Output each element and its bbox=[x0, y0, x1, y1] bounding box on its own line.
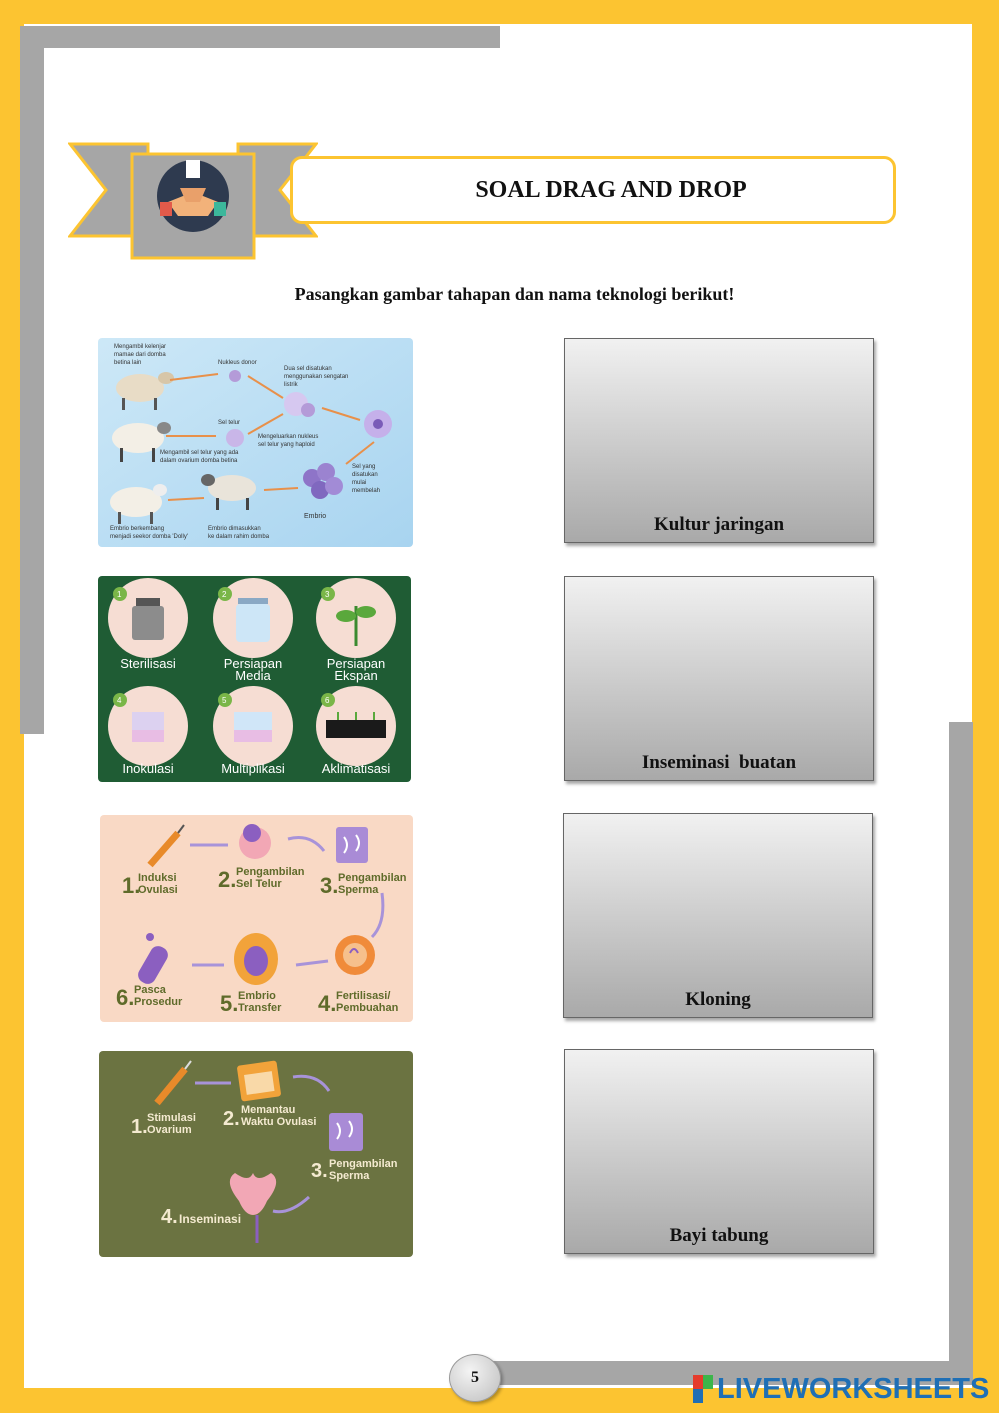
inoculation-container-icon bbox=[108, 686, 188, 766]
svg-text:Ovulasi: Ovulasi bbox=[138, 884, 178, 896]
svg-text:Sel telur: Sel telur bbox=[218, 420, 241, 426]
frame-bar-right bbox=[949, 722, 973, 1362]
svg-text:Ekspan: Ekspan bbox=[334, 668, 378, 683]
sperm-cup-icon bbox=[336, 827, 368, 863]
svg-text:Aklimatisasi: Aklimatisasi bbox=[321, 761, 391, 776]
svg-text:1.: 1. bbox=[122, 873, 141, 898]
svg-text:Embrio berkembang: Embrio berkembang bbox=[110, 526, 165, 532]
svg-text:Prosedur: Prosedur bbox=[134, 996, 183, 1008]
cloning-diagram-image[interactable] bbox=[98, 338, 413, 547]
svg-text:1: 1 bbox=[117, 590, 122, 599]
svg-text:Fertilisasi/: Fertilisasi/ bbox=[336, 990, 391, 1002]
svg-text:Waktu Ovulasi: Waktu Ovulasi bbox=[241, 1116, 317, 1128]
svg-text:Mengambil kelenjar: Mengambil kelenjar bbox=[114, 344, 167, 350]
drop-zone-label: Bayi tabung bbox=[669, 1225, 769, 1246]
svg-text:3: 3 bbox=[325, 590, 330, 599]
svg-text:Ovarium: Ovarium bbox=[147, 1124, 192, 1136]
svg-text:Sterilisasi: Sterilisasi bbox=[120, 656, 176, 671]
frame-bar-top bbox=[20, 26, 500, 48]
svg-text:Memantau: Memantau bbox=[241, 1104, 296, 1116]
drop-zone-2[interactable] bbox=[564, 576, 874, 781]
drop-zone-4[interactable] bbox=[564, 1049, 874, 1254]
svg-text:Media: Media bbox=[235, 668, 271, 683]
svg-text:Persiapan: Persiapan bbox=[326, 656, 386, 671]
svg-text:Pengambilan: Pengambilan bbox=[236, 866, 305, 878]
svg-text:3.: 3. bbox=[320, 873, 339, 898]
svg-text:menjadi seekor domba 'Dolly': menjadi seekor domba 'Dolly' bbox=[110, 534, 188, 540]
instruction-text: Pasangkan gambar tahapan dan nama teknologi berikut! bbox=[294, 284, 735, 304]
svg-text:1.: 1. bbox=[131, 1116, 148, 1138]
svg-text:betina lain: betina lain bbox=[114, 360, 142, 366]
svg-text:ke dalam rahim domba: ke dalam rahim domba bbox=[208, 534, 270, 540]
drop-zone-label: Kloning bbox=[685, 989, 751, 1010]
embryo-transfer-icon bbox=[234, 933, 278, 985]
svg-text:disatukan: disatukan bbox=[352, 472, 378, 478]
svg-text:6.: 6. bbox=[116, 985, 135, 1010]
svg-text:Inseminasi: Inseminasi bbox=[179, 1212, 242, 1226]
svg-text:menggunakan sengatan: menggunakan sengatan bbox=[284, 374, 349, 380]
svg-text:Embrio: Embrio bbox=[304, 513, 327, 520]
svg-text:Nukleus donor: Nukleus donor bbox=[218, 360, 257, 366]
svg-text:2.: 2. bbox=[218, 867, 237, 892]
multiplication-container-icon bbox=[213, 686, 293, 766]
calendar-icon bbox=[237, 1060, 282, 1101]
svg-text:Embrio: Embrio bbox=[238, 990, 276, 1002]
svg-text:Pengambilan: Pengambilan bbox=[329, 1158, 398, 1170]
svg-text:6: 6 bbox=[325, 696, 330, 705]
svg-text:dalam ovarium domba betina: dalam ovarium domba betina bbox=[160, 458, 238, 464]
drop-zone-label: Inseminasi buatan bbox=[641, 752, 797, 773]
fertilization-icon bbox=[335, 935, 375, 975]
svg-text:2: 2 bbox=[222, 590, 227, 599]
teamwork-hands-icon bbox=[157, 160, 229, 232]
svg-text:Sperma: Sperma bbox=[329, 1170, 370, 1182]
liveworksheets-badge-icon bbox=[693, 1375, 713, 1403]
svg-text:Inokulasi: Inokulasi bbox=[122, 761, 174, 776]
brand-text: LIVEWORKSHEETS bbox=[717, 1372, 990, 1405]
svg-text:membelah: membelah bbox=[352, 488, 381, 494]
svg-text:Transfer: Transfer bbox=[238, 1002, 282, 1014]
drop-zone-1[interactable] bbox=[564, 338, 874, 543]
svg-text:5: 5 bbox=[222, 696, 227, 705]
acclimatization-tray-icon bbox=[316, 686, 396, 766]
svg-text:Stimulasi: Stimulasi bbox=[147, 1112, 196, 1124]
sterilization-autoclave-icon bbox=[108, 578, 188, 658]
frame-bar-left bbox=[20, 26, 44, 734]
svg-text:2.: 2. bbox=[223, 1108, 240, 1130]
svg-text:Embrio dimasukkan: Embrio dimasukkan bbox=[208, 526, 261, 532]
svg-text:Pengambilan: Pengambilan bbox=[338, 872, 407, 884]
svg-text:5.: 5. bbox=[220, 991, 239, 1016]
svg-text:mulai: mulai bbox=[352, 480, 367, 486]
svg-text:3.: 3. bbox=[311, 1160, 328, 1182]
drop-zone-3[interactable] bbox=[563, 813, 873, 1018]
svg-text:Sel yang: Sel yang bbox=[352, 464, 376, 470]
ivf-process-image[interactable] bbox=[100, 815, 413, 1022]
liveworksheets-logo bbox=[693, 1371, 989, 1407]
svg-text:Persiapan: Persiapan bbox=[223, 656, 283, 671]
header-ribbon bbox=[68, 140, 318, 264]
svg-text:sel telur yang haploid: sel telur yang haploid bbox=[258, 442, 315, 448]
svg-text:Sperma: Sperma bbox=[338, 884, 379, 896]
svg-text:listrik: listrik bbox=[284, 382, 298, 388]
page-number: 5 bbox=[449, 1354, 501, 1402]
media-jar-icon bbox=[213, 578, 293, 658]
svg-text:Sel Telur: Sel Telur bbox=[236, 878, 282, 890]
svg-text:Pasca: Pasca bbox=[134, 984, 166, 996]
svg-text:4: 4 bbox=[117, 696, 122, 705]
svg-text:Pembuahan: Pembuahan bbox=[336, 1002, 399, 1014]
page-title: SOAL DRAG AND DROP bbox=[475, 176, 747, 203]
tissue-culture-image[interactable] bbox=[98, 576, 411, 782]
insemination-process-image[interactable] bbox=[99, 1051, 413, 1257]
drop-zone-label: Kultur jaringan bbox=[653, 514, 785, 535]
svg-text:Induksi: Induksi bbox=[138, 872, 177, 884]
svg-text:mamae dari domba: mamae dari domba bbox=[114, 352, 166, 358]
svg-text:4.: 4. bbox=[318, 991, 337, 1016]
sperm-cup-icon bbox=[329, 1113, 363, 1151]
explant-plant-icon bbox=[316, 578, 396, 658]
svg-text:Dua sel disatukan: Dua sel disatukan bbox=[284, 366, 332, 372]
svg-text:Mengambil sel telur yang ada: Mengambil sel telur yang ada bbox=[160, 450, 239, 456]
svg-text:4.: 4. bbox=[161, 1206, 178, 1228]
svg-text:Mengeluarkan nukleus: Mengeluarkan nukleus bbox=[258, 434, 319, 440]
svg-text:Multiplikasi: Multiplikasi bbox=[221, 761, 285, 776]
